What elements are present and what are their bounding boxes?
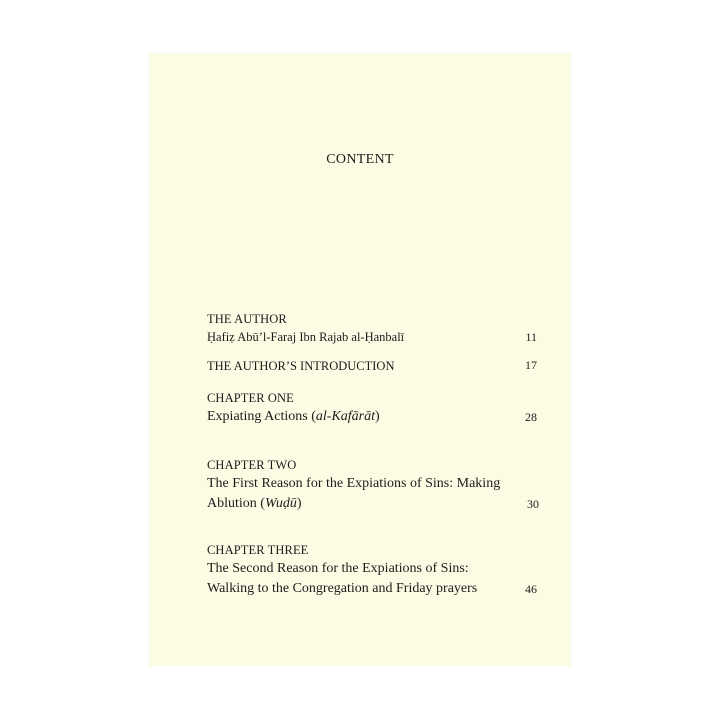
toc-title: Ḥafiẓ Abū’l-Faraj Ibn Rajab al-Ḥanbalī [207,330,405,344]
toc-title-line-1: The First Reason for the Expiations of Sins: Making [207,476,501,491]
toc-entry-author [207,311,537,347]
toc-line [207,407,537,427]
toc-line [207,474,537,514]
toc-title-text: Expiating Actions ( [207,409,316,424]
toc-heading: CHAPTER TWO [207,458,297,472]
toc-title-tail: ) [375,409,380,424]
toc-title-line-1: The Second Reason for the Expiations of Sins: [207,561,469,576]
toc-heading: THE AUTHOR’S INTRODUCTION [207,359,395,373]
toc-heading: CHAPTER THREE [207,543,309,557]
toc-page-number: 28 [525,410,537,424]
contents-title: CONTENT [326,152,394,167]
toc-page-number: 11 [525,330,537,344]
toc-heading: CHAPTER ONE [207,391,294,405]
toc-entry-chapter-one [207,390,537,427]
toc-title-tail: ) [296,496,302,511]
toc-title [207,407,497,427]
toc-entry-chapter-three [207,542,537,599]
toc-heading: THE AUTHOR [207,312,287,326]
toc-page-number: 30 [527,497,539,511]
toc-title-text: Ablution ( [207,496,265,511]
toc-entry-chapter-two [207,457,537,514]
toc-title-italic: Wuḍū [264,496,297,511]
book-page [149,53,571,666]
toc-line [207,559,537,599]
toc-title-line-2: Walking to the Congregation and Friday prayers [207,581,478,596]
toc-title-line-2 [207,494,517,514]
toc-page-number: 46 [525,582,537,596]
toc-title-italic: al-Kafārāt [315,409,376,424]
toc-line [207,328,537,347]
toc-page-number: 17 [525,358,537,372]
toc-line [207,358,537,375]
toc-entry-introduction [207,358,537,375]
